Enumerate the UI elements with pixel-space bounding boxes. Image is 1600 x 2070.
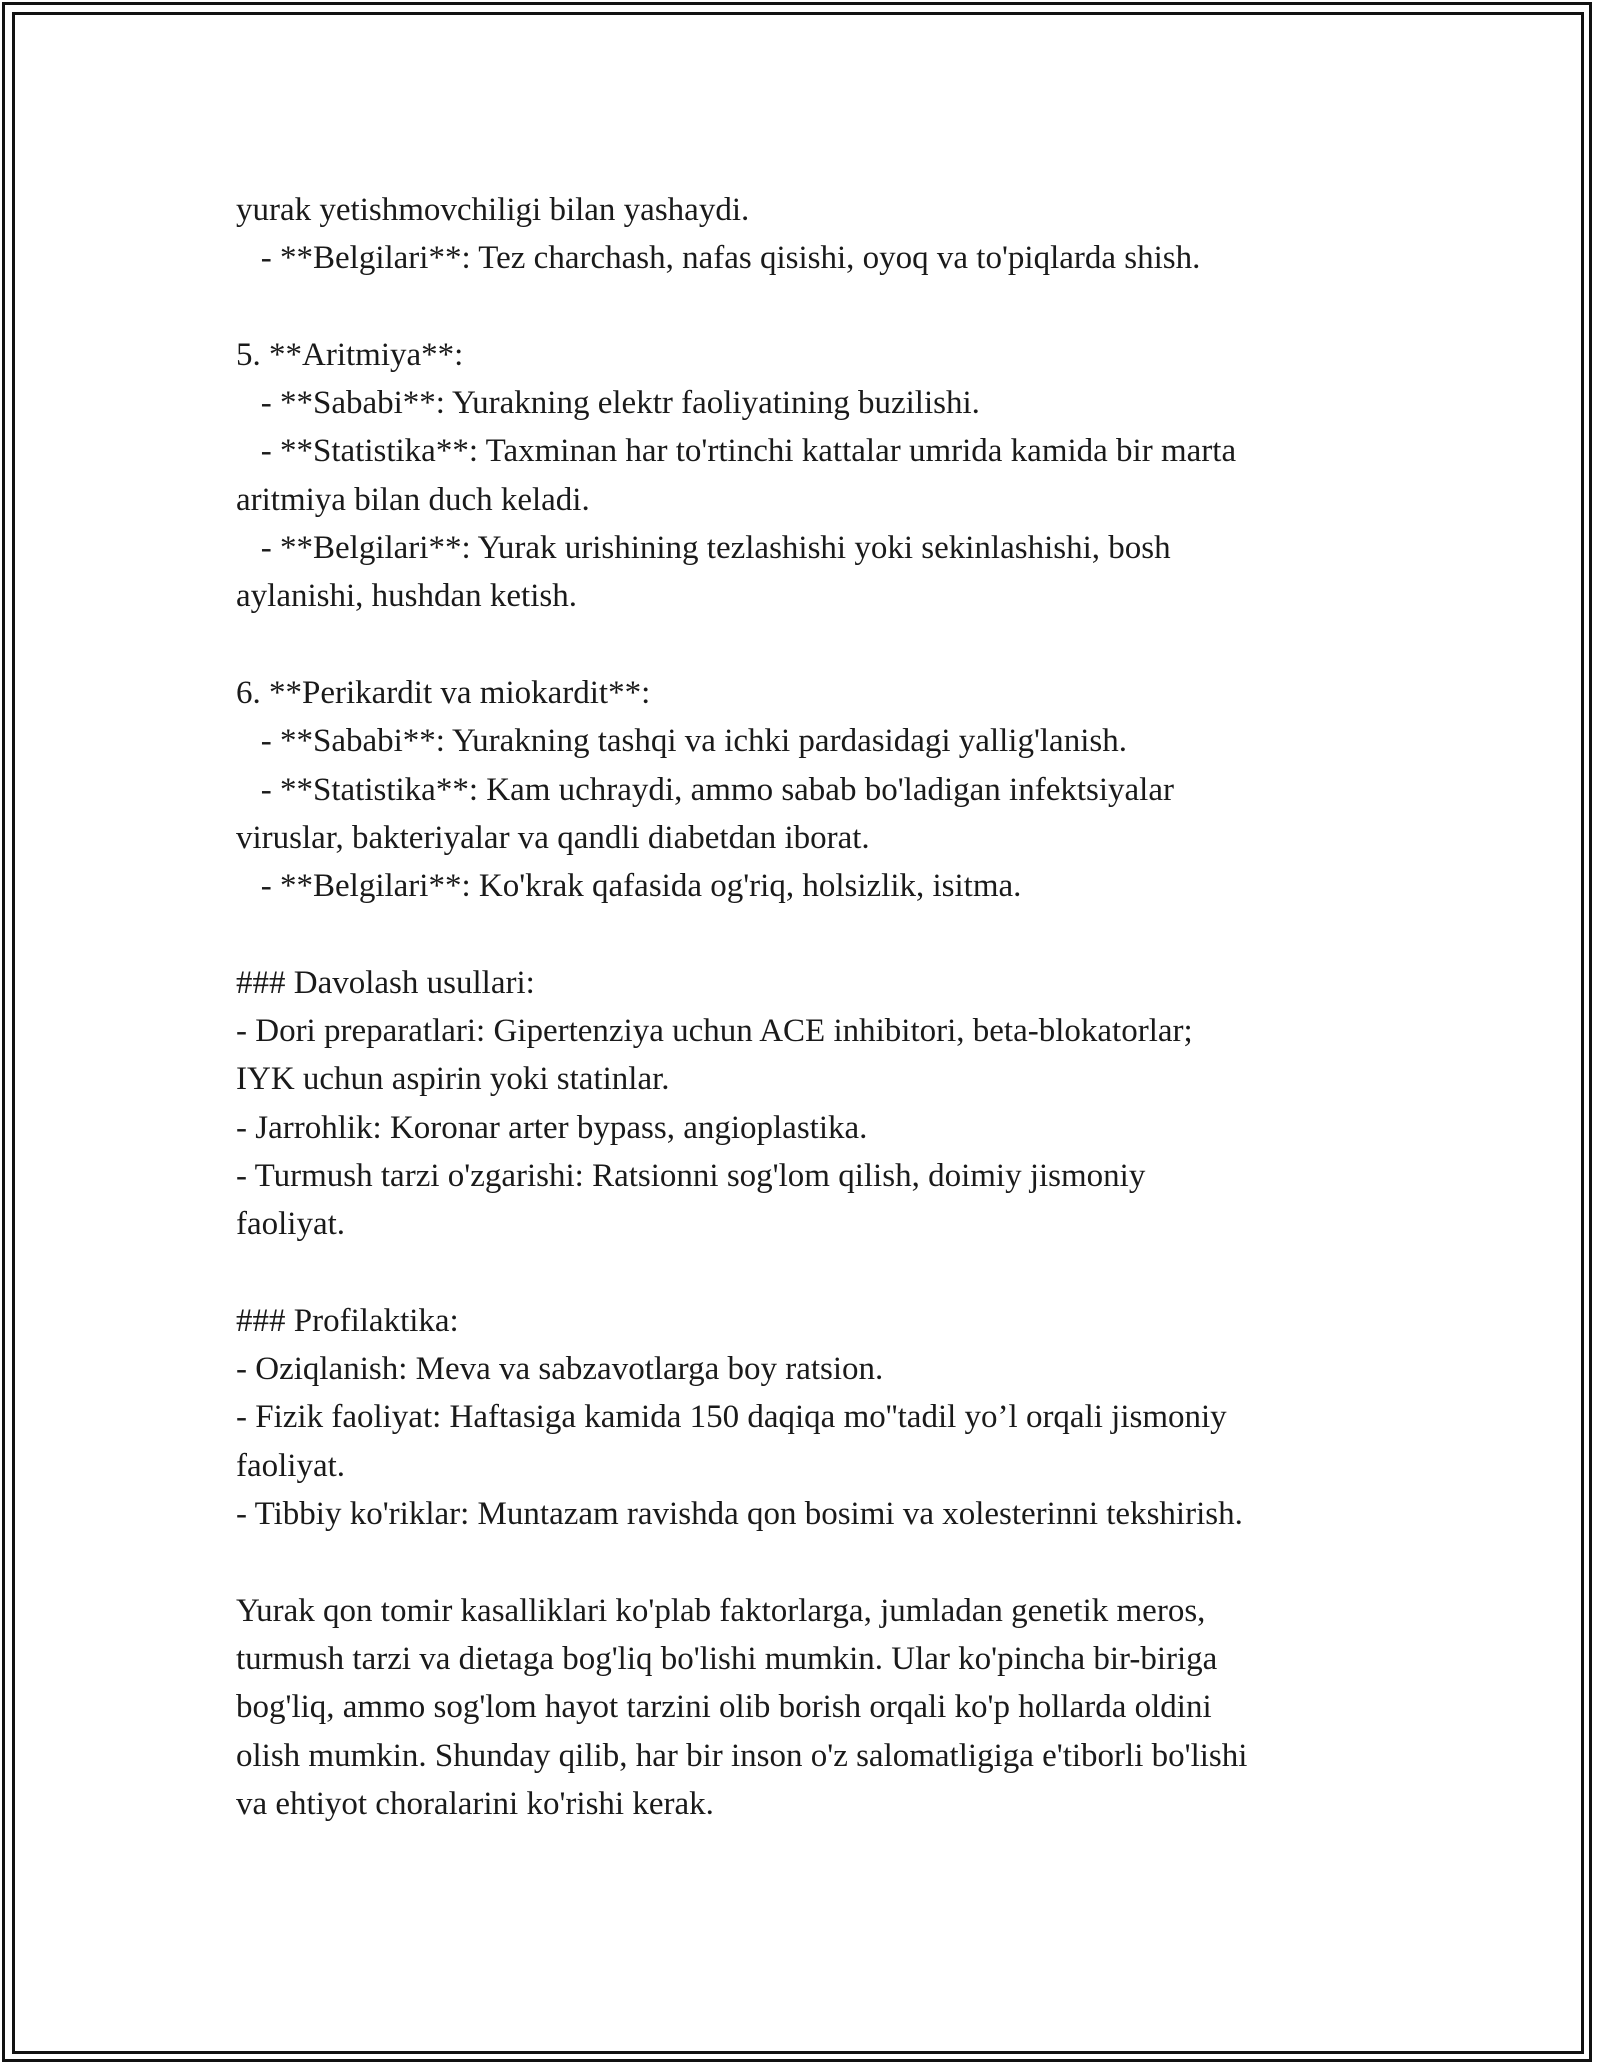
text-line: - **Statistika**: Taxminan har to'rtinchi kattalar umrida kamida bir marta <box>236 433 1237 470</box>
text-line: - Fizik faoliyat: Haftasiga kamida 150 daqiqa mo''tadil yo’l orqali jismoniy <box>236 1399 1227 1436</box>
text-line: - **Belgilari**: Ko'krak qafasida og'riq, holsizlik, isitma. <box>236 868 1022 905</box>
section-heading: ### Profilaktika: <box>236 1302 459 1339</box>
text-line: - Jarrohlik: Koronar arter bypass, angioplastika. <box>236 1109 868 1146</box>
blank-line <box>236 1538 1366 1586</box>
section-heading: 6. **Perikardit va miokardit**: <box>236 674 651 711</box>
blank-line <box>236 1249 1366 1297</box>
blank-line <box>236 283 1366 331</box>
blank-line <box>236 910 1366 958</box>
blank-line <box>236 621 1366 669</box>
text-line: aylanishi, hushdan ketish. <box>236 578 577 615</box>
section-heading: ### Davolash usullari: <box>236 964 535 1001</box>
document-body <box>236 186 1366 1828</box>
paragraph-line: va ehtiyot choralarini ko'rishi kerak. <box>236 1785 714 1822</box>
text-line: - Dori preparatlari: Gipertenziya uchun ACE inhibitori, beta-blokatorlar; <box>236 1013 1193 1050</box>
text-line: - **Belgilari**: Yurak urishining tezlashishi yoki sekinlashishi, bosh <box>236 530 1171 567</box>
text-line: - Tibbiy ko'riklar: Muntazam ravishda qon bosimi va xolesterinni tekshirish. <box>236 1496 1243 1533</box>
text-line: aritmiya bilan duch keladi. <box>236 481 590 518</box>
text-line: yurak yetishmovchiligi bilan yashaydi. <box>236 192 750 228</box>
text-line: - Turmush tarzi o'zgarishi: Ratsionni sog'lom qilish, doimiy jismoniy <box>236 1157 1146 1194</box>
text-line: - **Sababi**: Yurakning elektr faoliyatining buzilishi. <box>236 385 980 422</box>
text-line: - **Sababi**: Yurakning tashqi va ichki pardasidagi yallig'lanish. <box>236 723 1127 760</box>
section-heading: 5. **Aritmiya**: <box>236 336 464 373</box>
paragraph-line: Yurak qon tomir kasalliklari ko'plab faktorlarga, jumladan genetik meros, <box>236 1592 1206 1629</box>
text-line: IYK uchun aspirin yoki statinlar. <box>236 1061 670 1098</box>
paragraph-line: olish mumkin. Shunday qilib, har bir inson o'z salomatligiga e'tiborli bo'lishi <box>236 1737 1248 1774</box>
text-line: viruslar, bakteriyalar va qandli diabetdan iborat. <box>236 819 870 856</box>
text-line: - **Belgilari**: Tez charchash, nafas qisishi, oyoq va to'piqlarda shish. <box>236 240 1201 277</box>
text-line: faoliyat. <box>236 1447 346 1484</box>
paragraph-line: turmush tarzi va dietaga bog'liq bo'lishi mumkin. Ular ko'pincha bir-biriga <box>236 1640 1218 1677</box>
paragraph-line: bog'liq, ammo sog'lom hayot tarzini olib borish orqali ko'p hollarda oldini <box>236 1689 1212 1726</box>
text-line: - Oziqlanish: Meva va sabzavotlarga boy ratsion. <box>236 1351 884 1388</box>
text-line: faoliyat. <box>236 1206 346 1243</box>
text-line: - **Statistika**: Kam uchraydi, ammo sabab bo'ladigan infektsiyalar <box>236 771 1174 808</box>
